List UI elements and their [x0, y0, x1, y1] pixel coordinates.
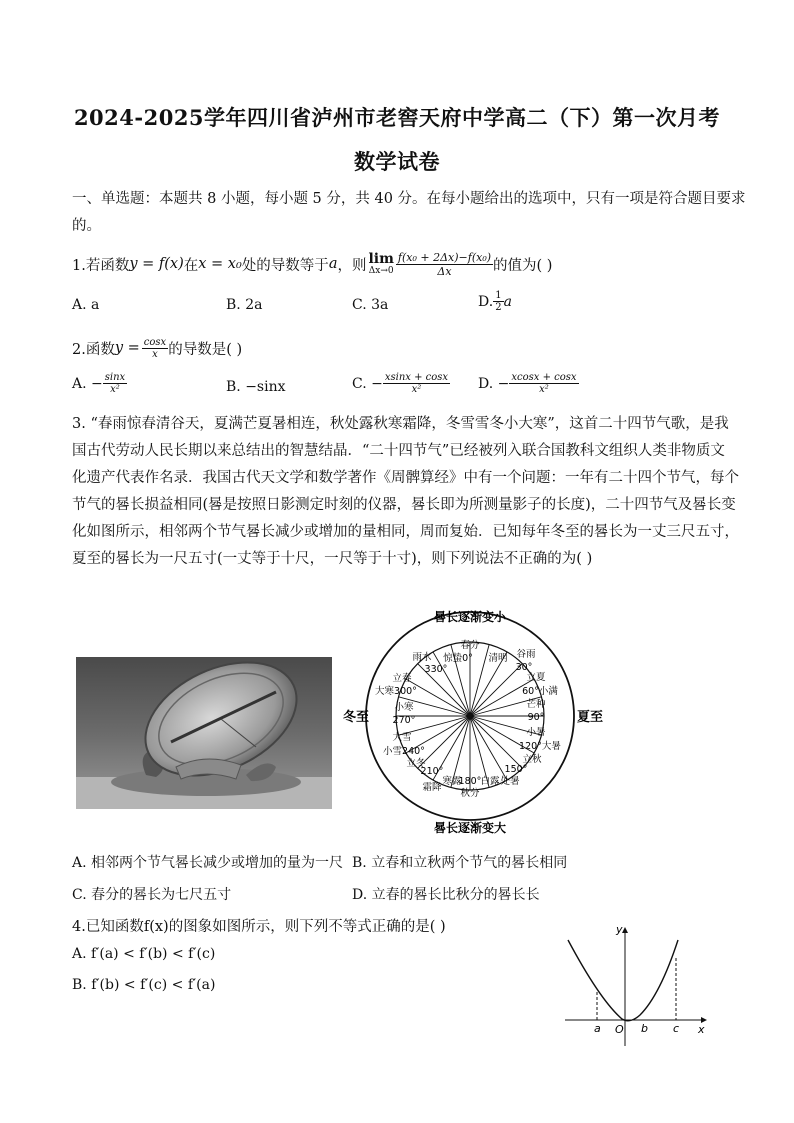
x-axis-label: x [698, 1023, 705, 1036]
option-letter: D. [478, 293, 494, 310]
q3-line: 节气的晷长损益相同(晷是按照日影测定时刻的仪器，晷长即为所测量影子的长度)，二十四节气及晷长变 [72, 497, 736, 513]
q1-denominator: Δx [437, 264, 452, 278]
q2-option-a[interactable] [72, 372, 127, 395]
section-heading-cont: 的。 [72, 218, 101, 234]
exam-subtitle: 数学试卷 [354, 149, 440, 174]
b-label: b [641, 1022, 648, 1035]
q3-option-a[interactable]: A. 相邻两个节气晷长减少或增加的量为一尺 [72, 855, 344, 871]
q1-option-a[interactable]: A. a [72, 297, 100, 313]
limit [368, 252, 393, 276]
q3-line: 国古代劳动人民长期以来总结出的智慧结晶．“二十四节气”已经被列入联合国教科文组织人类非物质文 [72, 443, 725, 459]
q1-option-d[interactable] [478, 290, 512, 313]
term-label: 大寒300° [375, 686, 417, 697]
term-label: 立夏 [526, 672, 546, 683]
question-1 [72, 244, 552, 284]
q1-math: y = f(x) [129, 256, 184, 272]
term-label: 霜降 [422, 782, 442, 793]
section-heading: 一、单选题：本题共 8 小题，每小题 5 分，共 40 分。在每小题给出的选项中，只有一项是符合题目要求 [72, 191, 746, 207]
term-label: 大雪 [392, 732, 412, 743]
q1-text: 的值为( ) [493, 257, 553, 274]
q2-option-c[interactable] [352, 372, 450, 395]
q3-line: 化遗产代表作名录．我国古代天文学和数学著作《周髀算经》中有一个问题：一年有二十四个节气，每个 [72, 470, 739, 486]
fraction-numerator: sinx [104, 372, 126, 383]
diagram-top-label: 晷长逐渐变小 [433, 610, 507, 624]
option-fraction [493, 290, 503, 313]
c-label: c [673, 1022, 680, 1035]
y-axis-label: y [616, 923, 623, 936]
question-4: 4.已知函数f(x)的图象如图所示，则下列不等式正确的是( ) [72, 919, 446, 935]
term-label: 330° [424, 664, 448, 675]
term-label: 210° [420, 766, 444, 777]
origin-label: O [615, 1023, 624, 1036]
fraction-numerator: 1 [495, 290, 502, 301]
lim-sub: Δx→0 [368, 266, 394, 276]
term-label: 谷雨 [516, 649, 536, 660]
curve [568, 940, 678, 1021]
term-label: 30° [515, 662, 533, 673]
fraction-numerator: xsinx + cosx [384, 372, 449, 383]
term-label: 白露 [480, 776, 500, 787]
q1-numerator: f(x₀ + 2Δx)−f(x₀) [397, 250, 492, 264]
question-3 [72, 411, 739, 573]
option-letter: A. − [72, 375, 103, 392]
term-label: 小暑 [526, 727, 546, 738]
q3-option-d[interactable]: D. 立春的晷长比秋分的晷长长 [352, 887, 540, 903]
solar-terms-diagram [340, 600, 610, 840]
q1-text: ，则 [337, 257, 367, 274]
q3-line: 3. “春雨惊春清谷天，夏满芒夏暑相连，秋处露秋寒霜降，冬雪雪冬小大寒”，这首二十四节气歌，是我 [72, 416, 729, 432]
term-label: 小寒 [394, 702, 414, 713]
a-label: a [594, 1022, 601, 1035]
q3-option-b[interactable]: B. 立春和立秋两个节气的晷长相同 [352, 855, 568, 871]
sundial-image [76, 657, 332, 809]
q4-option-a[interactable]: A. f′(a) < f′(b) < f′(c) [72, 946, 216, 962]
diagram-right-label: 夏至 [577, 710, 604, 725]
term-label: 小雪240° [383, 746, 425, 757]
q1-text: 处的导数等于 [241, 257, 329, 274]
q2-text: 的导数是( ) [168, 341, 243, 358]
q2-fraction [142, 337, 168, 360]
exam-title: 2024-2025学年四川省泸州市老窖天府中学高二（下）第一次月考 [73, 105, 721, 130]
option-letter: D. − [478, 375, 510, 392]
q1-text: 在 [183, 257, 199, 274]
q2-math: y = [114, 340, 140, 356]
term-label: 60°小满 [522, 686, 558, 697]
term-label: 150° [504, 764, 528, 775]
term-label: 处暑 [500, 776, 520, 787]
fraction-denominator: x² [110, 384, 120, 395]
term-label: 120°大暑 [519, 741, 561, 752]
q3-line: 化如图所示，相邻两个节气晷长减少或增加的量相同，周而复始．已知每年冬至的晷长为一丈三尺五寸， [72, 524, 739, 540]
option-fraction [383, 372, 450, 395]
term-label: 雨水 [412, 652, 432, 663]
term-label: 秋分 [460, 788, 480, 799]
q1-fraction [396, 251, 493, 278]
option-fraction [103, 372, 127, 395]
q2-text: 2.函数 [72, 341, 115, 358]
option-letter: C. − [352, 375, 383, 392]
q2-option-b[interactable]: B. −sinx [226, 379, 286, 395]
option-math: a [503, 293, 512, 310]
term-label: 芒种 [526, 699, 546, 710]
term-label: 惊蛰0° [443, 653, 473, 664]
term-label: 立冬 [406, 758, 426, 769]
term-label: 春分 [460, 640, 480, 651]
term-label: 立秋 [522, 754, 542, 765]
q3-option-c[interactable]: C. 春分的晷长为七尺五寸 [72, 887, 232, 903]
q1-math: a [328, 256, 338, 272]
q2-denominator: x [152, 348, 158, 360]
q1-text: 1.若函数 [72, 257, 130, 274]
fraction-denominator: 2 [495, 302, 502, 313]
term-label: 180° [458, 776, 482, 787]
q2-numerator: cosx [143, 336, 167, 348]
lim-text: lim [368, 251, 394, 267]
q3-line: 夏至的晷长为一尺五寸(一丈等于十尺，一尺等于十寸)，则下列说法不正确的为( ) [72, 551, 593, 567]
fraction-numerator: xcosx + cosx [511, 372, 577, 383]
sundial-photo [76, 657, 332, 809]
term-label: 90° [527, 712, 545, 723]
function-graph [560, 920, 720, 1050]
term-label: 270° [392, 715, 416, 726]
q1-math: x = x₀ [198, 256, 242, 272]
q2-option-d[interactable] [478, 372, 579, 395]
q4-option-b[interactable]: B. f′(b) < f′(c) < f′(a) [72, 977, 216, 993]
term-label: 清明 [488, 653, 508, 664]
diagram-left-label: 冬至 [343, 710, 370, 725]
question-2 [72, 330, 242, 366]
q1-option-b[interactable]: B. 2a [226, 297, 263, 313]
fraction-denominator: x² [539, 384, 549, 395]
q1-option-c[interactable]: C. 3a [352, 297, 389, 313]
option-fraction [509, 372, 578, 395]
diagram-bottom-label: 晷长逐渐变大 [433, 821, 507, 835]
term-label: 寒露 [442, 776, 462, 787]
term-label: 立春 [392, 673, 412, 684]
fraction-denominator: x² [411, 384, 422, 395]
